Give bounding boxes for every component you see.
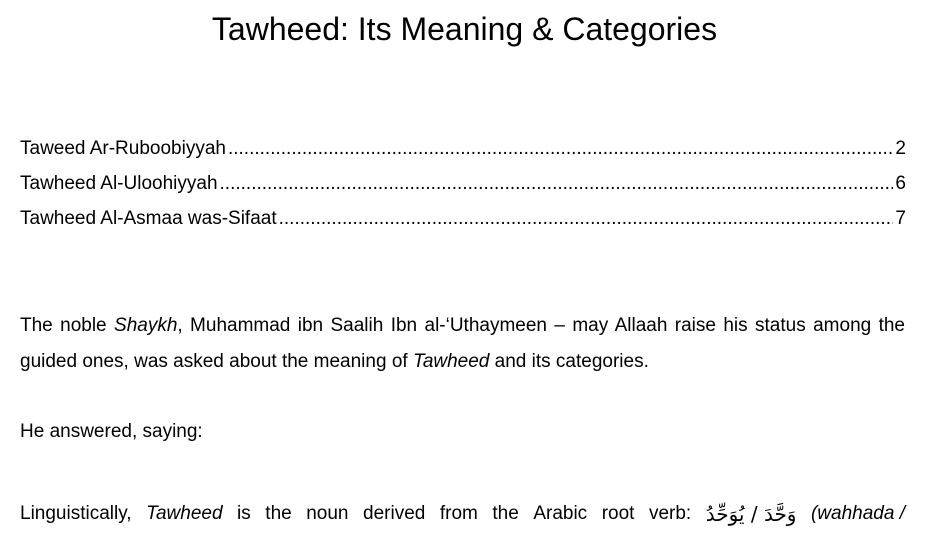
definition-word: is [237, 503, 251, 524]
tawheed-term: Tawheed [412, 351, 490, 372]
definition-word: Arabic [533, 503, 588, 524]
tawheed-term: Tawheed [146, 503, 223, 524]
toc-dot-leader [228, 138, 893, 160]
toc-entry-label: Tawheed Al-Asmaa was-Sifaat [20, 208, 277, 229]
answer-paragraph: He answered, saying: [20, 421, 203, 442]
definition-word: root [601, 503, 635, 524]
definition-word: from [439, 503, 478, 524]
arabic-root-verb: وَحَّدَ / يُوَحِّدُ [705, 502, 797, 526]
toc-dot-leader [220, 173, 894, 195]
toc-entry-ruboobiyyah[interactable] [20, 138, 906, 173]
definition-word: derived [363, 503, 426, 524]
definition-word: Linguistically, [20, 503, 132, 524]
intro-text-part1: The noble [20, 315, 115, 336]
toc-entry-uloohiyyah[interactable] [20, 173, 906, 208]
toc-dot-leader [279, 208, 894, 230]
intro-text-part2: , Muhammad ibn Saalih Ibn al-‘Uthaymeen – may Allaah raise his status among the guided ones, was asked about the meaning of [20, 315, 905, 372]
toc-page-number: 6 [895, 173, 906, 194]
document-title: Tawheed: Its Meaning & Categories [211, 11, 718, 47]
toc-entry-label: Taweed Ar-Ruboobiyyah [20, 138, 226, 159]
definition-paragraph [20, 496, 905, 532]
definition-word: verb: [648, 503, 692, 524]
toc-entry-asmaa-was-sifaat[interactable] [20, 208, 906, 243]
transliteration: (wahhada / [810, 503, 905, 524]
table-of-contents [20, 138, 906, 243]
toc-page-number: 7 [895, 208, 906, 229]
toc-page-number: 2 [895, 138, 906, 159]
intro-text-part3: and its categories. [489, 351, 649, 372]
intro-paragraph [20, 308, 905, 380]
definition-word: the [492, 503, 519, 524]
toc-entry-label: Tawheed Al-Uloohiyyah [20, 173, 218, 194]
definition-word: the [265, 503, 292, 524]
shaykh-term: Shaykh [114, 315, 178, 336]
definition-word: noun [306, 503, 349, 524]
